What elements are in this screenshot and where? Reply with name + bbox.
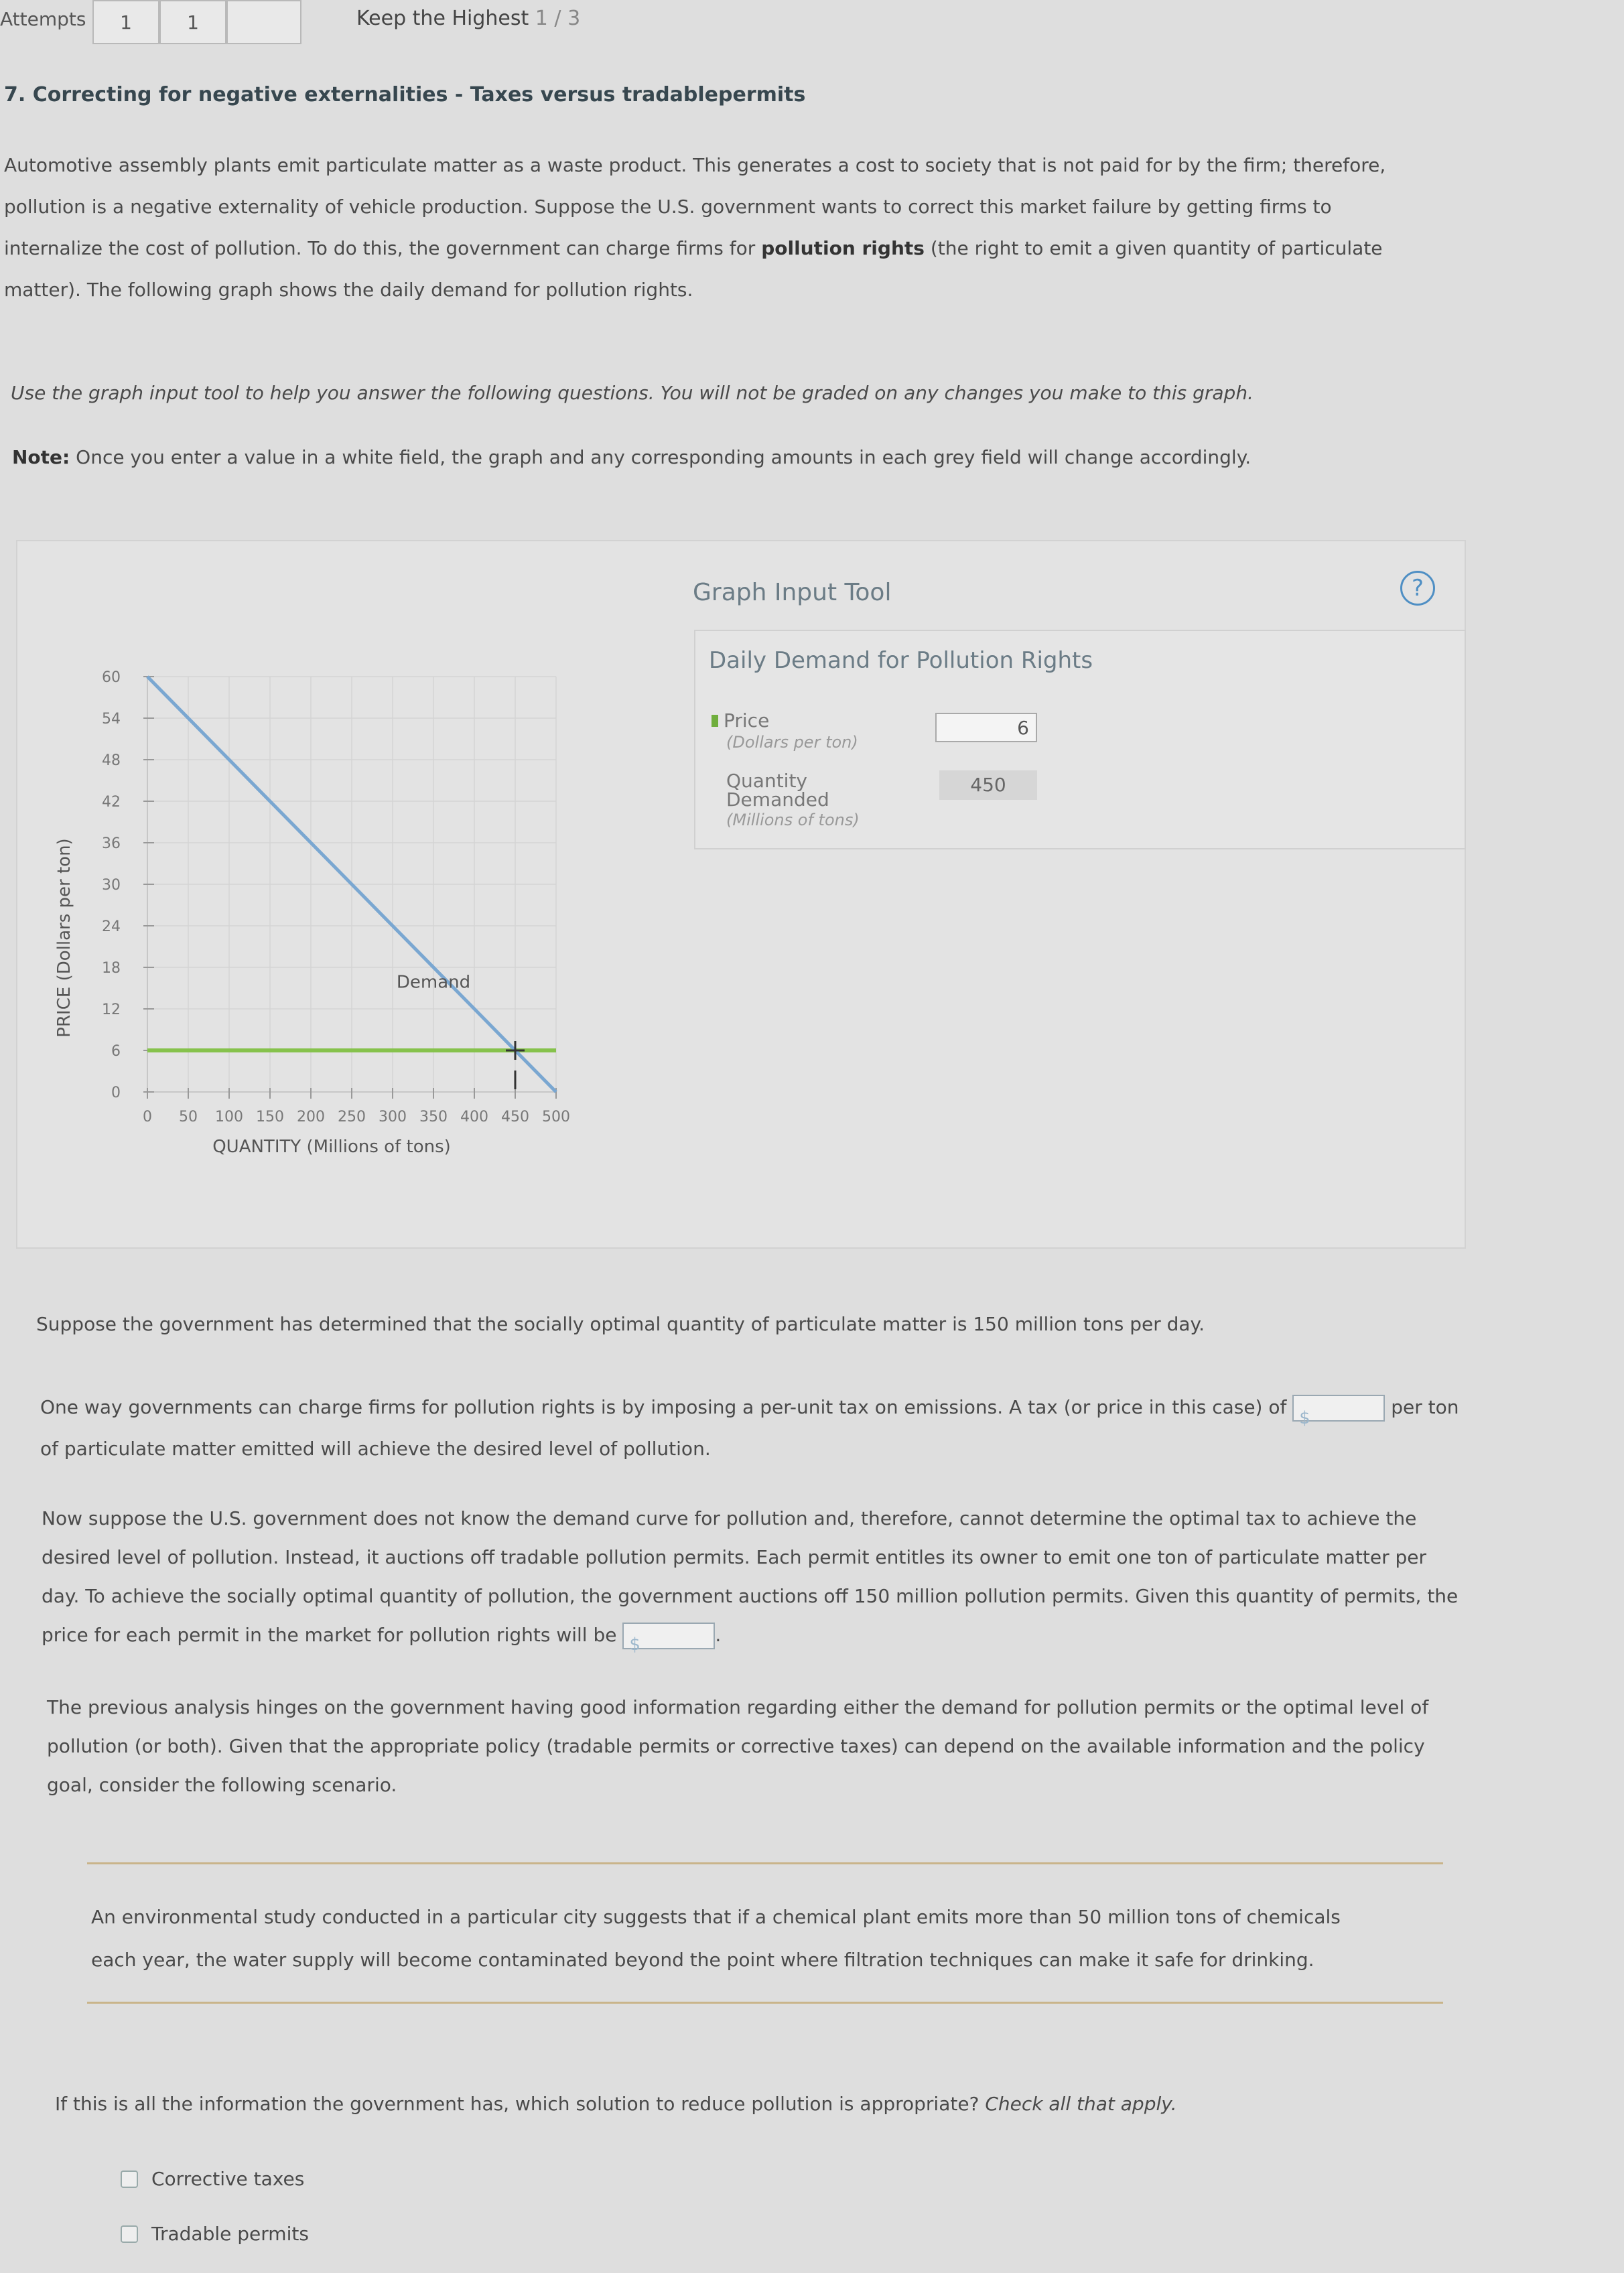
price-unit: (Dollars per ton) bbox=[726, 733, 858, 752]
intro-line-3b: (the right to emit a given quantity of particulate bbox=[930, 237, 1383, 259]
y-tick-label-6: 36 bbox=[102, 835, 121, 852]
permit-price-input[interactable] bbox=[622, 1623, 715, 1655]
quantity-unit: (Millions of tons) bbox=[726, 811, 860, 829]
y-tick-label-7: 42 bbox=[102, 794, 121, 811]
quantity-label bbox=[726, 772, 829, 809]
attempt-box-2: 1 bbox=[159, 0, 226, 44]
q4-line-3: goal, consider the following scenario. bbox=[47, 1774, 397, 1796]
attempt-box-1: 1 bbox=[92, 0, 159, 44]
x-tick-label-10: 500 bbox=[542, 1109, 570, 1125]
q4-paragraph bbox=[47, 1688, 1601, 1805]
permit-input-prefix: $ bbox=[629, 1635, 640, 1655]
y-tick-label-0: 0 bbox=[111, 1085, 121, 1101]
q3-line-1: Now suppose the U.S. government does not know the demand curve for pollution and, therefore, cannot determine the optimal tax to achieve the bbox=[42, 1507, 1417, 1529]
q1-text: Suppose the government has determined that the socially optimal quantity of particulate matter is 150 million tons per day. bbox=[36, 1313, 1205, 1335]
attempts-label: Attempts bbox=[0, 8, 86, 30]
price-color-swatch bbox=[712, 715, 718, 727]
intro-line-4: matter). The following graph shows the daily demand for pollution rights. bbox=[4, 279, 693, 301]
q3-line-4-text: price for each permit in the market for pollution rights will be bbox=[42, 1624, 617, 1646]
q4-line-1: The previous analysis hinges on the government having good information regarding either the demand for pollution permits or the optimal level of bbox=[47, 1696, 1429, 1718]
tradable-permits-label: Tradable permits bbox=[151, 2223, 309, 2245]
corrective-taxes-checkbox[interactable] bbox=[121, 2171, 138, 2188]
note-text bbox=[12, 437, 1251, 478]
instruction-text: Use the graph input tool to help you answer the following questions. You will not be graded on any changes you make to this graph. bbox=[11, 382, 1254, 404]
intro-paragraph bbox=[4, 145, 1612, 311]
pollution-rights-term: pollution rights bbox=[761, 237, 925, 259]
x-tick-label-4: 200 bbox=[297, 1109, 325, 1125]
price-label-text: Price bbox=[724, 709, 770, 732]
x-tick-label-9: 450 bbox=[501, 1109, 529, 1125]
q3-period: . bbox=[715, 1624, 722, 1646]
y-tick-label-3: 18 bbox=[102, 960, 121, 977]
x-tick-label-5: 250 bbox=[338, 1109, 366, 1125]
q3-line-4 bbox=[42, 1616, 1609, 1655]
q5-text bbox=[55, 2083, 1177, 2125]
q5-question: If this is all the information the government has, which solution to reduce pollution is appropriate? bbox=[55, 2093, 979, 2115]
scenario-line-1: An environmental study conducted in a particular city suggests that if a chemical plant emits more than 50 million tons of chemicals bbox=[91, 1906, 1341, 1928]
quantity-label-line2: Demanded bbox=[726, 788, 829, 811]
keep-highest-label bbox=[356, 7, 580, 30]
graph-tool-header: Daily Demand for Pollution Rights bbox=[709, 647, 1093, 674]
y-tick-label-9: 54 bbox=[102, 711, 121, 728]
help-icon[interactable]: ? bbox=[1400, 571, 1435, 606]
intro-line-2: pollution is a negative externality of vehicle production. Suppose the U.S. government wants to correct this market failure by getting firms to bbox=[4, 196, 1332, 218]
scenario-bottom-rule bbox=[87, 2002, 1443, 2004]
y-tick-labels bbox=[102, 669, 121, 1101]
q2-line-1 bbox=[40, 1387, 1581, 1428]
tradable-permits-checkbox[interactable] bbox=[121, 2225, 138, 2243]
y-tick-label-4: 24 bbox=[102, 918, 121, 935]
x-tick-label-2: 100 bbox=[215, 1109, 243, 1125]
question-title: 7. Correcting for negative externalities - Taxes versus tradablepermits bbox=[4, 83, 806, 107]
q2-per-ton: per ton bbox=[1391, 1396, 1459, 1418]
q2-line-2: of particulate matter emitted will achieve the desired level of pollution. bbox=[40, 1438, 711, 1460]
x-tick-label-0: 0 bbox=[143, 1109, 152, 1125]
intro-line-1: Automotive assembly plants emit particulate matter as a waste product. This generates a cost to society that is not paid for by the firm; therefore, bbox=[4, 154, 1386, 176]
q3-paragraph bbox=[42, 1499, 1609, 1655]
x-tick-label-6: 300 bbox=[379, 1109, 407, 1125]
demand-label: Demand bbox=[396, 972, 471, 993]
option-corrective-taxes[interactable] bbox=[121, 2168, 304, 2190]
scenario-text bbox=[91, 1896, 1498, 1982]
y-tick-label-1: 6 bbox=[111, 1043, 121, 1060]
graph-tool-title: Graph Input Tool bbox=[693, 579, 892, 606]
q2-line-1-text: One way governments can charge firms for pollution rights is by imposing a per-unit tax on emissions. A tax (or price in this case) of bbox=[40, 1396, 1287, 1418]
price-label bbox=[712, 711, 769, 730]
quantity-demanded-value: 450 bbox=[939, 770, 1037, 800]
quantity-label-line1: Quantity bbox=[726, 770, 807, 792]
x-tick-labels bbox=[143, 1109, 570, 1125]
y-tick-label-2: 12 bbox=[102, 1002, 121, 1018]
x-tick-label-1: 50 bbox=[179, 1109, 198, 1125]
intro-line-3a: internalize the cost of pollution. To do this, the government can charge firms for bbox=[4, 237, 756, 259]
price-input[interactable] bbox=[935, 713, 1037, 742]
q3-line-3: day. To achieve the socially optimal quantity of pollution, the government auctions off 150 million pollution permits. Given this quantity of permits, the bbox=[42, 1585, 1459, 1607]
keep-highest-text: Keep the Highest bbox=[356, 7, 529, 30]
q5-check-all: Check all that apply. bbox=[985, 2093, 1177, 2115]
scenario-top-rule bbox=[87, 1862, 1443, 1864]
chart-axes bbox=[143, 677, 556, 1099]
x-axis-label: QUANTITY (Millions of tons) bbox=[212, 1137, 451, 1157]
x-tick-label-8: 400 bbox=[460, 1109, 488, 1125]
y-axis-label: PRICE (Dollars per ton) bbox=[54, 838, 74, 1038]
note-body: Once you enter a value in a white field, the graph and any corresponding amounts in each grey field will change accordingly. bbox=[76, 446, 1251, 468]
tax-input-prefix: $ bbox=[1299, 1408, 1310, 1428]
y-tick-label-10: 60 bbox=[102, 669, 121, 686]
q4-line-2: pollution (or both). Given that the appropriate policy (tradable permits or corrective taxes) can depend on the available information and the policy bbox=[47, 1735, 1425, 1757]
x-tick-label-3: 150 bbox=[256, 1109, 284, 1125]
scenario-line-2: each year, the water supply will become contaminated beyond the point where filtration techniques can make it safe for drinking. bbox=[91, 1949, 1314, 1971]
corrective-taxes-label: Corrective taxes bbox=[151, 2168, 305, 2190]
keep-highest-value: 1 / 3 bbox=[535, 7, 581, 30]
y-tick-label-5: 30 bbox=[102, 877, 121, 894]
q3-line-2: desired level of pollution. Instead, it auctions off tradable pollution permits. Each permit entitles its owner to emit one ton of particulate matter per bbox=[42, 1546, 1427, 1568]
q2-paragraph bbox=[40, 1387, 1581, 1470]
option-tradable-permits[interactable] bbox=[121, 2223, 309, 2245]
intro-line-3 bbox=[4, 228, 1612, 269]
note-label: Note: bbox=[12, 446, 70, 468]
tax-input[interactable] bbox=[1292, 1395, 1385, 1428]
demand-chart[interactable] bbox=[40, 643, 616, 1172]
attempt-box-3 bbox=[226, 0, 301, 44]
x-tick-label-7: 350 bbox=[419, 1109, 448, 1125]
y-tick-label-8: 48 bbox=[102, 752, 121, 769]
